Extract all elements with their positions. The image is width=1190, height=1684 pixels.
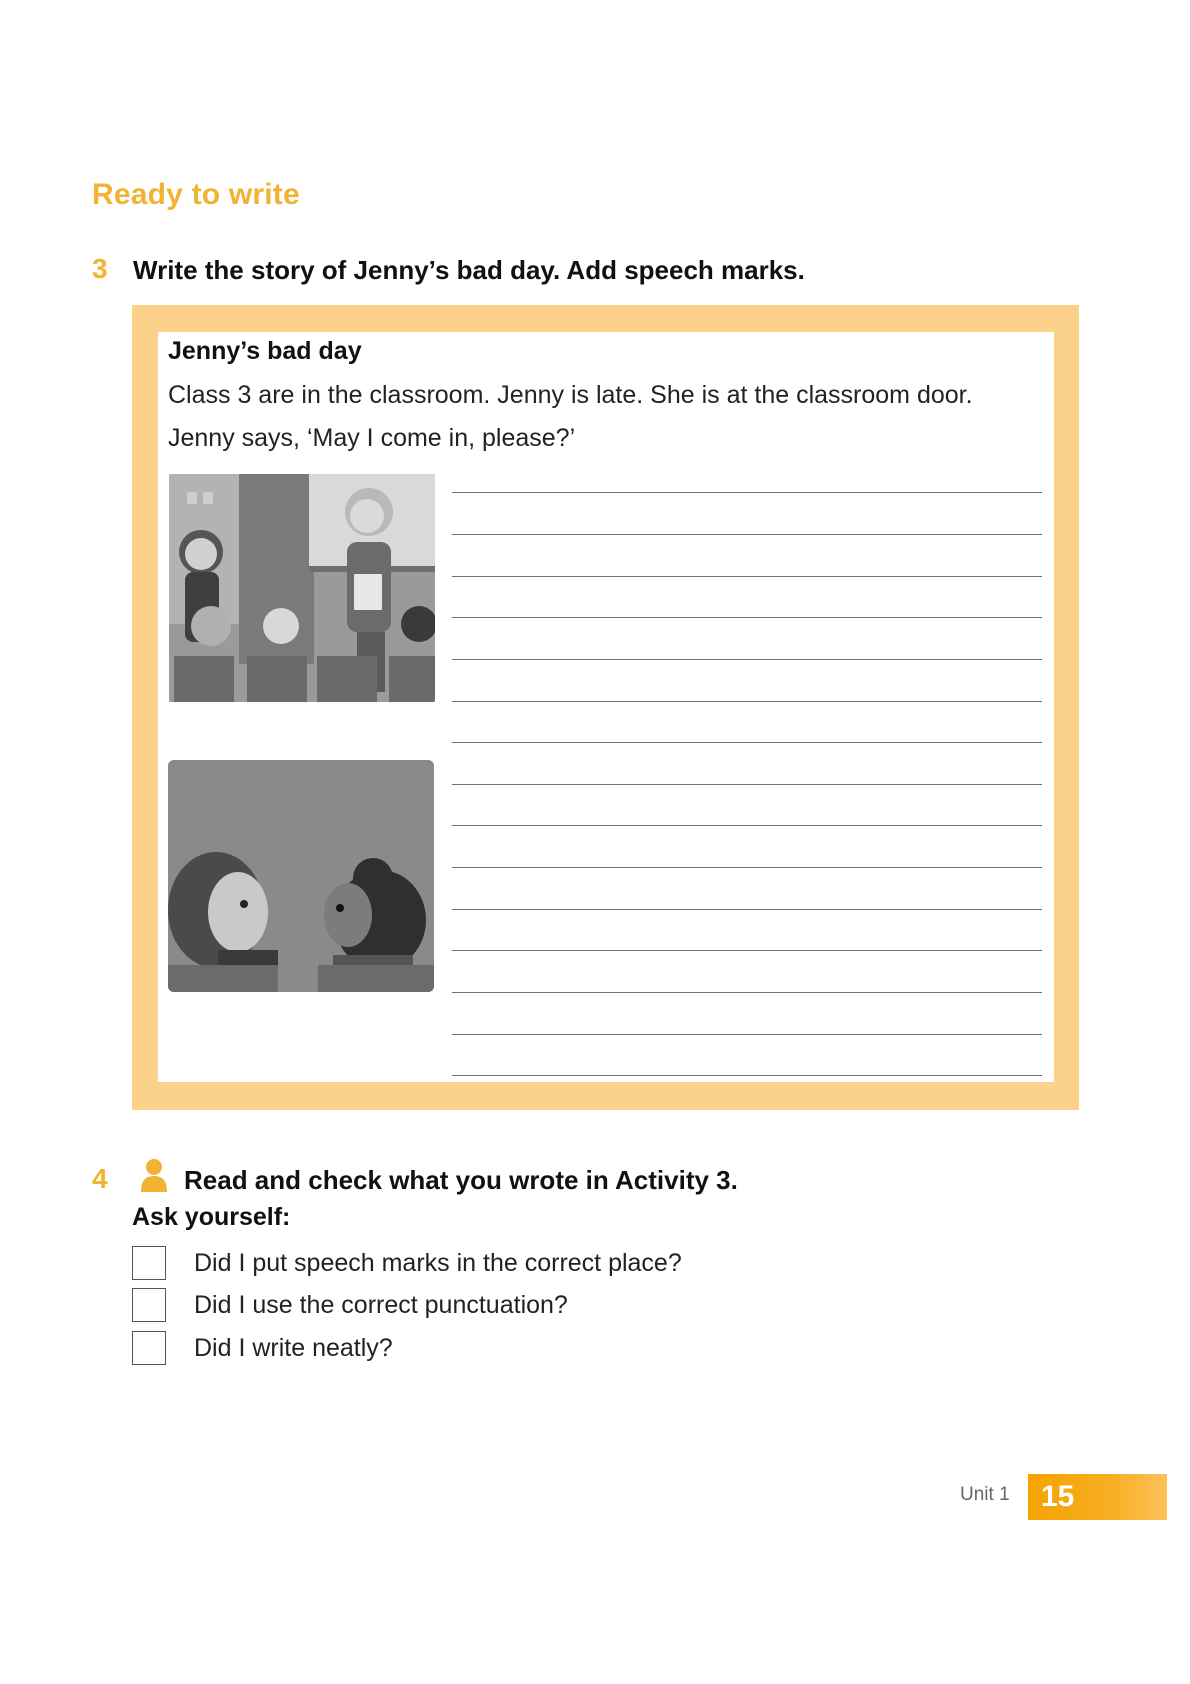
story-title: Jenny’s bad day	[168, 337, 362, 365]
story-line-1: Class 3 are in the classroom. Jenny is late. She is at the classroom door.	[168, 381, 973, 409]
whispering-illustration	[168, 760, 434, 992]
writing-line[interactable]	[452, 492, 1042, 493]
writing-line[interactable]	[452, 992, 1042, 993]
checklist-checkbox-3[interactable]	[132, 1331, 166, 1365]
checklist-item-2: Did I use the correct punctuation?	[194, 1291, 568, 1319]
writing-line[interactable]	[452, 617, 1042, 618]
checklist-checkbox-1[interactable]	[132, 1246, 166, 1280]
checklist-item-3: Did I write neatly?	[194, 1334, 393, 1362]
writing-line[interactable]	[452, 867, 1042, 868]
section-title: Ready to write	[92, 178, 300, 211]
activity-4-instruction: Read and check what you wrote in Activity 3.	[184, 1165, 738, 1195]
checklist-checkbox-2[interactable]	[132, 1288, 166, 1322]
person-icon	[140, 1158, 168, 1192]
writing-line[interactable]	[452, 701, 1042, 702]
writing-line[interactable]	[452, 1075, 1042, 1076]
page-number: 15	[1041, 1480, 1075, 1513]
writing-line[interactable]	[452, 1034, 1042, 1035]
story-line-2: Jenny says, ‘May I come in, please?’	[168, 424, 576, 452]
writing-line[interactable]	[452, 659, 1042, 660]
writing-line[interactable]	[452, 742, 1042, 743]
activity-4-number: 4	[92, 1163, 108, 1194]
writing-line[interactable]	[452, 909, 1042, 910]
writing-line[interactable]	[452, 825, 1042, 826]
writing-line[interactable]	[452, 576, 1042, 577]
writing-line[interactable]	[452, 534, 1042, 535]
activity-3-instruction: Write the story of Jenny’s bad day. Add speech marks.	[133, 255, 805, 285]
activity-3-number: 3	[92, 253, 108, 284]
ask-yourself-label: Ask yourself:	[132, 1203, 291, 1231]
writing-line[interactable]	[452, 784, 1042, 785]
classroom-illustration	[169, 474, 435, 702]
writing-line[interactable]	[452, 950, 1042, 951]
unit-label: Unit 1	[960, 1484, 1010, 1505]
checklist-item-1: Did I put speech marks in the correct place?	[194, 1249, 682, 1277]
